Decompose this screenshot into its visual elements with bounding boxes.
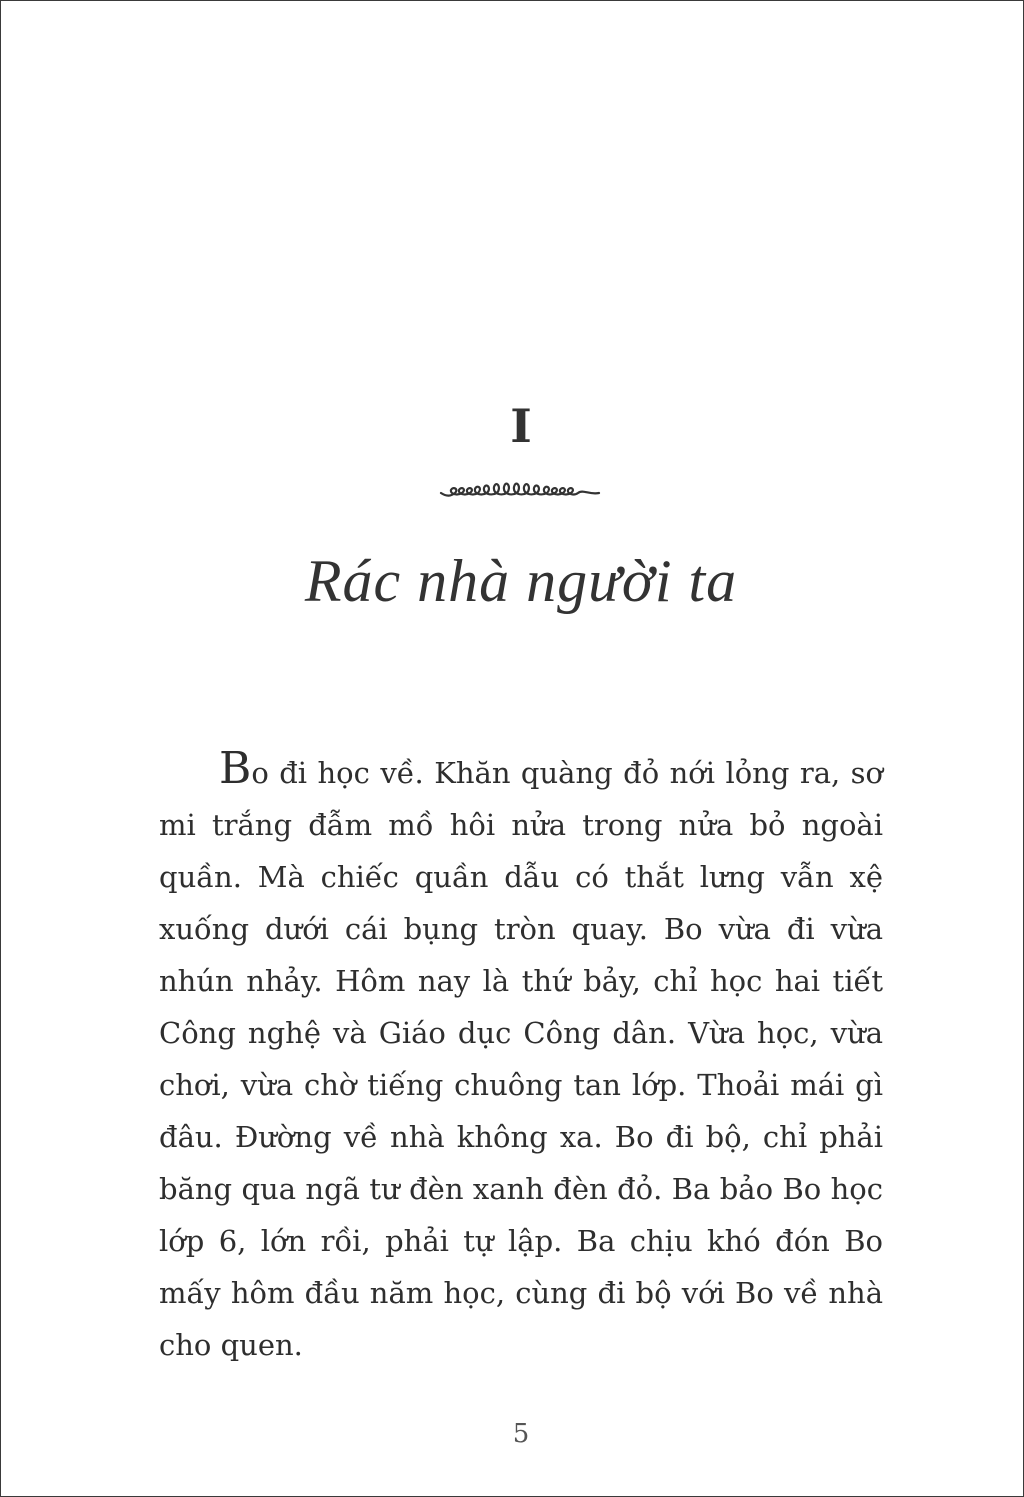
chapter-title: Rác nhà người ta bbox=[304, 548, 738, 614]
body-paragraph bbox=[159, 743, 883, 1371]
page-number: 5 bbox=[512, 1419, 530, 1449]
paragraph-text: o đi học về. Khăn quàng đỏ nới lỏng ra, sơ mi trắng đẫm mồ hôi nửa trong nửa bỏ ngoài quần. Mà chiếc quần dẫu có thắt lưng vẫn xệ xuống dưới cái bụng tròn quay. Bo vừa đi vừa nhún nhảy. Hôm nay là thứ bảy, chỉ học hai tiết Công nghệ và Giáo dục Công dân. Vừa học, vừa chơi, vừa chờ tiếng chuông tan lớp. Thoải mái gì đâu. Đường về nhà không xa. Bo đi bộ, chỉ phải băng qua ngã tư đèn xanh đèn đỏ. Ba bảo Bo học lớp 6, lớn rồi, phải tự lập. Ba chịu khó đón Bo mấy hôm đầu năm học, cùng đi bộ với Bo về nhà cho quen. bbox=[159, 756, 883, 1362]
swirl-divider-icon bbox=[437, 477, 603, 501]
chapter-number: I bbox=[510, 399, 532, 453]
drop-cap: B bbox=[219, 743, 252, 794]
